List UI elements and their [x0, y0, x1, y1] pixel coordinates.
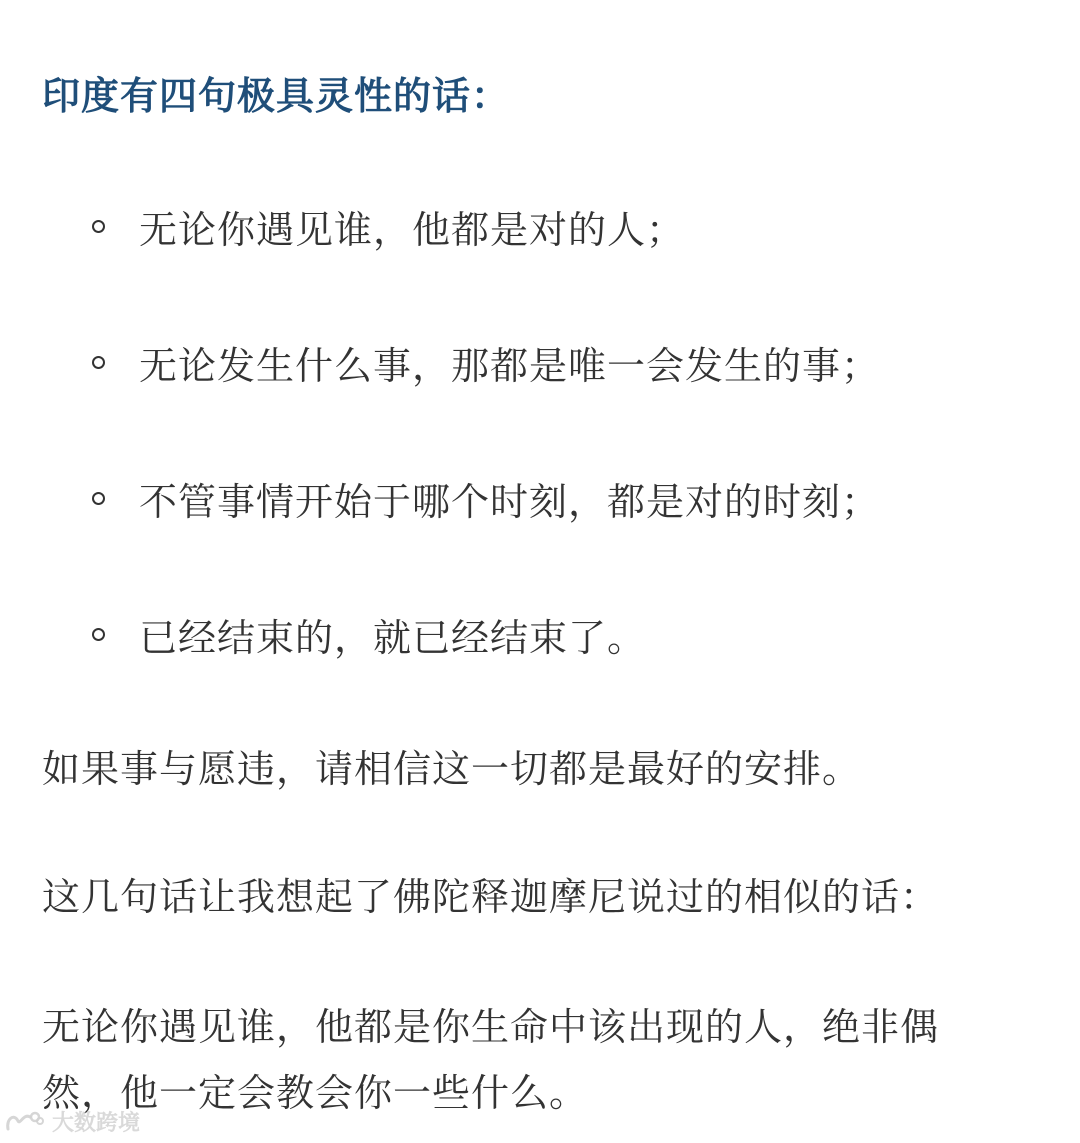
paragraph: 然，他一定会教会你一些什么。	[42, 1071, 589, 1115]
paragraph: 这几句话让我想起了佛陀释迦摩尼说过的相似的话：	[42, 875, 940, 919]
circle-bullet-icon	[92, 492, 105, 505]
list-item	[92, 604, 646, 664]
paragraph: 无论你遇见谁，他都是你生命中该出现的人，绝非偶	[42, 1005, 940, 1049]
circle-bullet-icon	[92, 356, 105, 369]
brand-logo-icon	[4, 1109, 44, 1133]
list-item	[92, 196, 685, 256]
list-item-text: 无论你遇见谁，他都是对的人；	[139, 207, 686, 252]
list-item	[92, 468, 880, 528]
paragraph: 如果事与愿违，请相信这一切都是最好的安排。	[42, 747, 862, 791]
list-item	[92, 332, 880, 392]
watermark	[4, 1106, 140, 1136]
circle-bullet-icon	[92, 220, 105, 233]
list-item-text: 无论发生什么事，那都是唯一会发生的事；	[139, 343, 881, 388]
circle-bullet-icon	[92, 628, 105, 641]
list-item-text: 不管事情开始于哪个时刻，都是对的时刻；	[139, 479, 881, 524]
list-item-text: 已经结束的，就已经结束了。	[139, 615, 647, 660]
page-heading: 印度有四句极具灵性的话：	[42, 74, 511, 118]
watermark-text: 大数跨境	[52, 1110, 141, 1136]
